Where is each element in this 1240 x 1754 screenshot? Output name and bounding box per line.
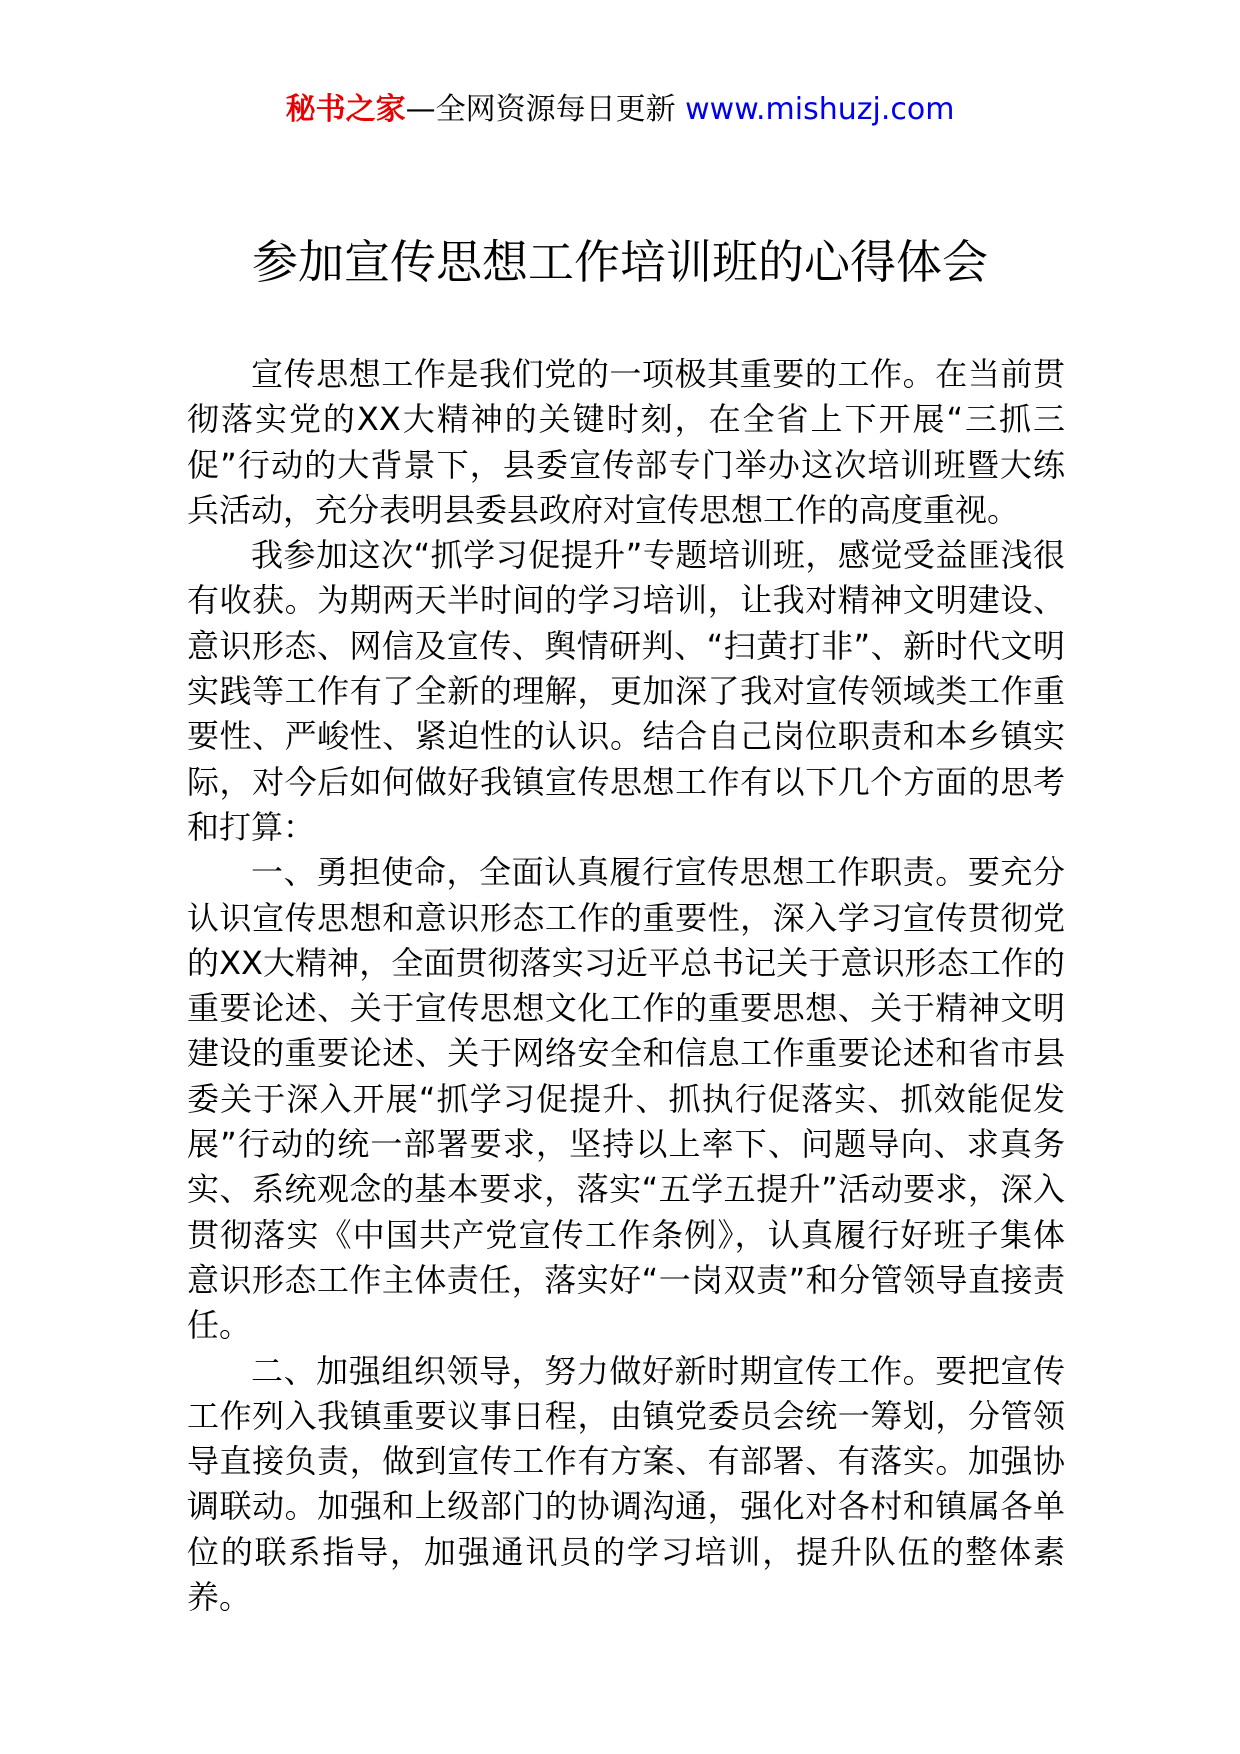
site-url-link[interactable]: www.mishuzj.com (685, 92, 955, 127)
paragraph: 我参加这次“抓学习促提升”专题培训班，感觉受益匪浅很有收获。为期两天半时间的学习培训，让我对精神文明建设、意识形态、网信及宣传、舆情研判、“扫黄打非”、新时代文明实践等工作有了全新的理解，更加深了我对宣传领域类工作重要性、严峻性、紧迫性的认识。结合自己岗位职责和本乡镇实际，对今后如何做好我镇宣传思想工作有以下几个方面的思考和打算： (187, 536, 1065, 846)
site-brand: 秘书之家 (285, 92, 406, 127)
paragraph: 宣传思想工作是我们党的一项极其重要的工作。在当前贯彻落实党的XX大精神的关键时刻，在全省上下开展“三抓三促”行动的大背景下，县委宣传部专门举办这次培训班暨大练兵活动，充分表明县委县政府对宣传思想工作的高度重视。 (187, 355, 1065, 529)
paragraph: 一、勇担使命，全面认真履行宣传思想工作职责。要充分认识宣传思想和意识形态工作的重要性，深入学习宣传贯彻党的XX大精神，全面贯彻落实习近平总书记关于意识形态工作的重要论述、关于宣传思想文化工作的重要思想、关于精神文明建设的重要论述、关于网络安全和信息工作重要论述和省市县委关于深入开展“抓学习促提升、抓执行促落实、抓效能促发展”行动的统一部署要求，坚持以上率下、问题导向、求真务实、系统观念的基本要求，落实“五学五提升”活动要求，深入贯彻落实《中国共产党宣传工作条例》，认真履行好班子集体意识形态工作主体责任，落实好“一岗双责”和分管领导直接责任。 (187, 853, 1065, 1345)
paragraph: 二、加强组织领导，努力做好新时期宣传工作。要把宣传工作列入我镇重要议事日程，由镇党委员会统一筹划，分管领导直接负责，做到宣传工作有方案、有部署、有落实。加强协调联动。加强和上级部门的协调沟通，强化对各村和镇属各单位的联系指导，加强通讯员的学习培训，提升队伍的整体素养。 (187, 1351, 1065, 1617)
site-tagline: —全网资源每日更新 (405, 92, 676, 127)
document-body (187, 352, 1065, 1620)
document-title: 参加宣传思想工作培训班的心得体会 (252, 235, 988, 289)
site-header (0, 90, 1240, 130)
